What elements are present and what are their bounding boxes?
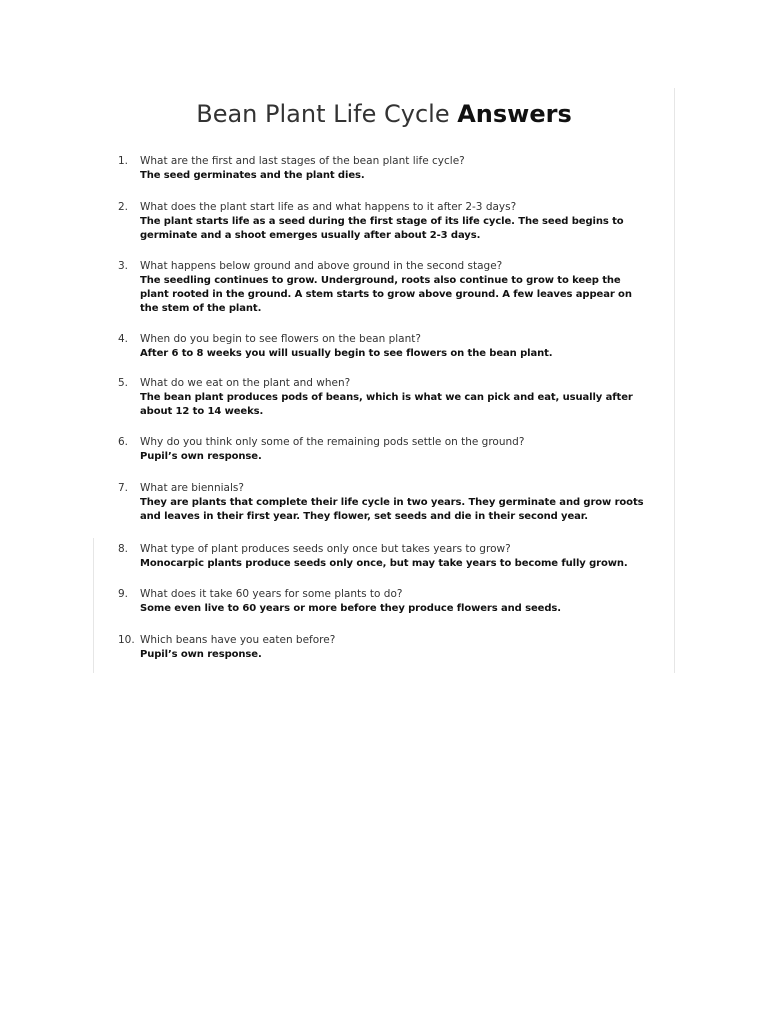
answer-text: Pupil’s own response. <box>140 451 262 462</box>
qa-item <box>118 435 648 464</box>
question-number: 2. <box>118 201 129 213</box>
qa-item <box>118 259 648 316</box>
question-text: What does it take 60 years for some plants to do? <box>140 588 403 600</box>
answer-text: They are plants that complete their life cycle in two years. They germinate and grow roots and leaves in their first year. They flower, set seeds and die in their second year. <box>140 497 644 522</box>
question-number: 7. <box>118 482 129 494</box>
question-text: What do we eat on the plant and when? <box>140 377 351 389</box>
question-text: What happens below ground and above ground in the second stage? <box>140 260 503 272</box>
page-border-left <box>93 538 94 673</box>
answer-text: Some even live to 60 years or more before they produce flowers and seeds. <box>140 603 561 614</box>
qa-item <box>118 481 648 524</box>
qa-item <box>118 542 648 571</box>
title-main: Bean Plant Life Cycle <box>196 100 450 128</box>
qa-item <box>118 154 648 183</box>
answer-text: The bean plant produces pods of beans, which is what we can pick and eat, usually after about 12 to 14 weeks. <box>140 392 633 417</box>
answer-text: The seedling continues to grow. Underground, roots also continue to grow to keep the plant rooted in the ground. A stem starts to grow above ground. A few leaves appear on the stem of the plant. <box>140 275 632 314</box>
qa-item <box>118 200 648 243</box>
question-text: What does the plant start life as and what happens to it after 2-3 days? <box>140 201 517 213</box>
question-text: When do you begin to see flowers on the bean plant? <box>140 333 421 345</box>
answer-text: After 6 to 8 weeks you will usually begin to see flowers on the bean plant. <box>140 348 553 359</box>
qa-item <box>118 587 648 616</box>
question-text: Which beans have you eaten before? <box>140 634 336 646</box>
title-emphasis: Answers <box>457 100 572 128</box>
qa-item <box>118 633 648 662</box>
question-text: Why do you think only some of the remaining pods settle on the ground? <box>140 436 525 448</box>
qa-item <box>118 332 648 361</box>
question-number: 8. <box>118 543 129 555</box>
question-number: 5. <box>118 377 129 389</box>
question-number: 9. <box>118 588 129 600</box>
question-text: What are the first and last stages of the bean plant life cycle? <box>140 155 465 167</box>
answer-text: Pupil’s own response. <box>140 649 262 660</box>
page-border-right <box>674 88 675 673</box>
answer-text: The plant starts life as a seed during the first stage of its life cycle. The seed begins to germinate and a shoot emerges usually after about 2-3 days. <box>140 216 624 241</box>
page-title <box>0 100 768 128</box>
question-number: 10. <box>118 634 135 646</box>
question-number: 6. <box>118 436 129 448</box>
question-text: What are biennials? <box>140 482 244 494</box>
question-text: What type of plant produces seeds only once but takes years to grow? <box>140 543 511 555</box>
question-number: 3. <box>118 260 129 272</box>
answer-text: The seed germinates and the plant dies. <box>140 170 365 181</box>
qa-item <box>118 376 648 419</box>
question-number: 4. <box>118 333 129 345</box>
question-number: 1. <box>118 155 129 167</box>
answer-text: Monocarpic plants produce seeds only once, but may take years to become fully grown. <box>140 558 628 569</box>
